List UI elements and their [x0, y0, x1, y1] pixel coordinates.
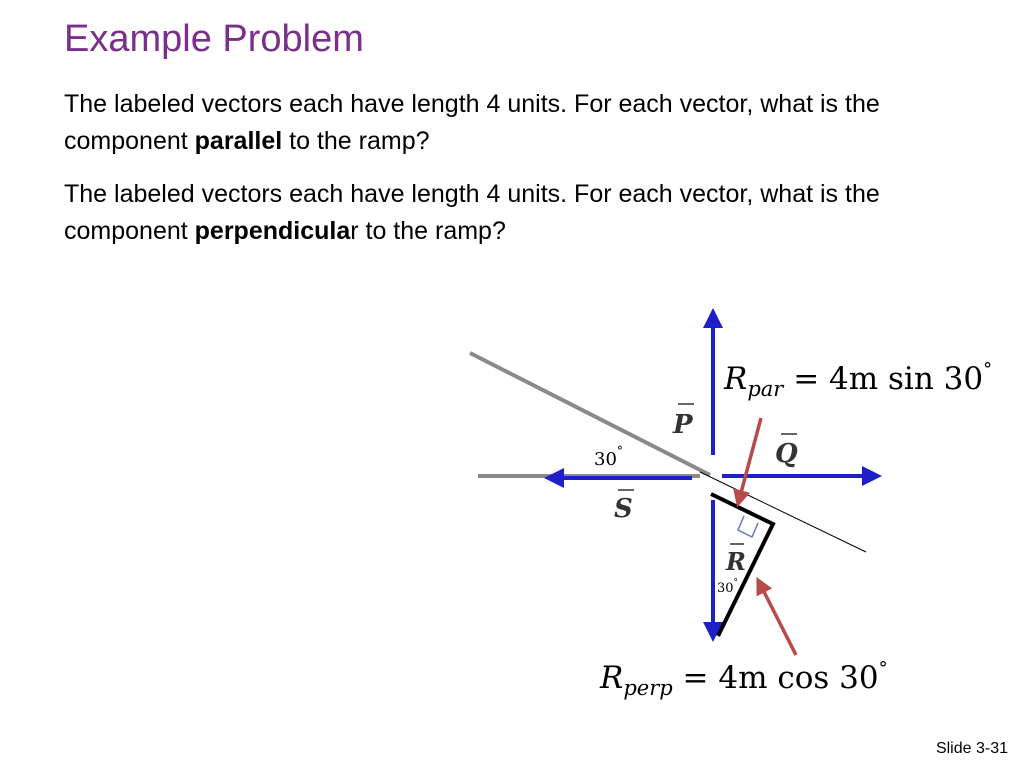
- eq-perp-rest: = 4m cos 30: [672, 660, 879, 696]
- question-parallel-bold: parallel: [194, 127, 283, 155]
- question-parallel-pre: The labeled vectors each have length 4 units. For each vector, what is the component: [64, 90, 880, 155]
- angle-ramp-degree: °: [616, 444, 623, 458]
- eq-perp-subscript: perp: [623, 676, 673, 700]
- question-perp-bold: perpendicula: [194, 217, 351, 245]
- label-r: [725, 544, 746, 576]
- label-s: [614, 490, 634, 524]
- eq-par-subscript: par: [747, 377, 784, 401]
- label-q-text: Q: [775, 439, 798, 469]
- question-parallel-post: to the ramp?: [282, 127, 430, 155]
- equation-perpendicular: [599, 658, 888, 700]
- eq-par-rest: = 4m sin 30: [783, 361, 984, 397]
- eq-par-symbol: R: [724, 361, 748, 397]
- slide-number: Slide 3-31: [935, 740, 1008, 757]
- pointer-par-arrow: [738, 418, 761, 504]
- angle-r-value: 30: [717, 581, 734, 596]
- label-r-text: R: [726, 547, 746, 576]
- ramp-extension: [700, 472, 866, 552]
- angle-label-r: [717, 578, 738, 596]
- angle-label-ramp: [594, 444, 623, 470]
- label-q: [775, 434, 798, 469]
- eq-par-degree: °: [983, 359, 993, 380]
- eq-perp-symbol: R: [600, 660, 624, 696]
- label-p-text: P: [673, 410, 693, 440]
- pointer-perp-arrow: [758, 580, 796, 655]
- right-angle-marker: [738, 516, 758, 537]
- question-perp-pre: The labeled vectors each have length 4 units. For each vector, what is the component: [64, 180, 880, 245]
- equation-parallel: [723, 359, 992, 401]
- label-s-text: S: [614, 494, 633, 524]
- eq-perp-degree: °: [878, 658, 888, 679]
- question-perp-post: r to the ramp?: [350, 217, 506, 245]
- angle-ramp-value: 30: [594, 449, 617, 470]
- label-p: [672, 404, 694, 440]
- angle-r-degree: °: [733, 578, 739, 588]
- slide-title: Example Problem: [64, 18, 364, 60]
